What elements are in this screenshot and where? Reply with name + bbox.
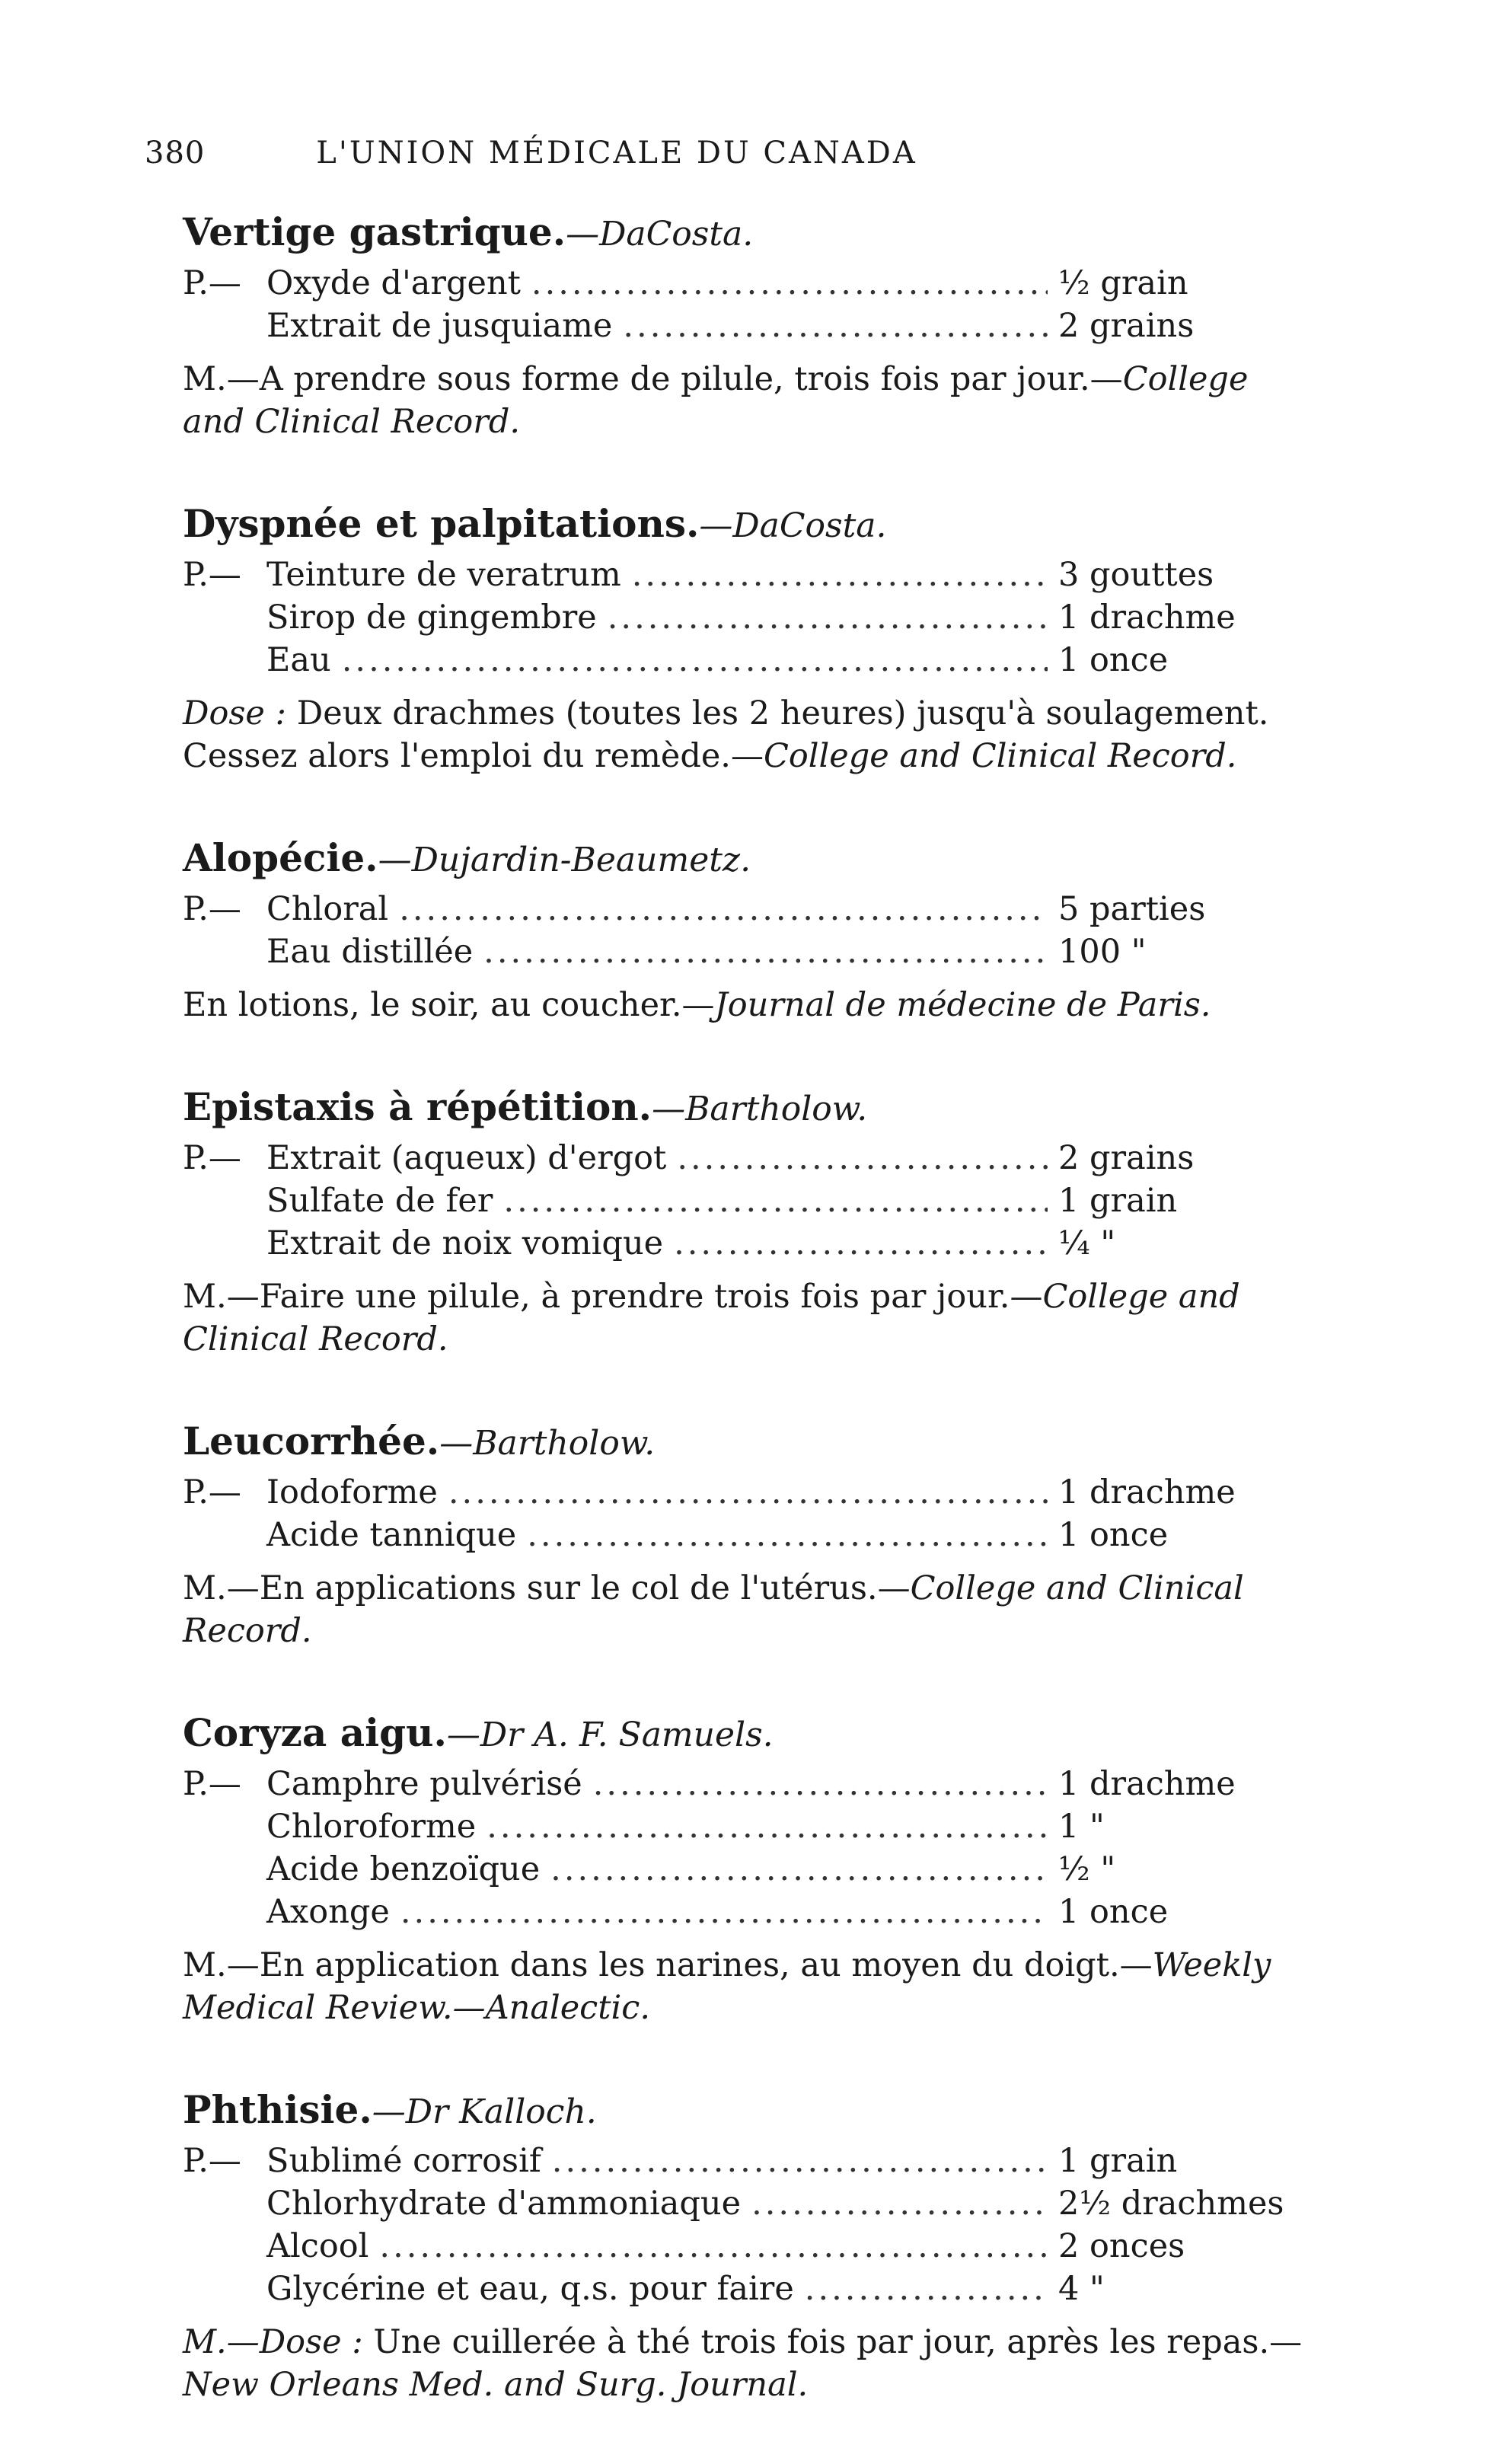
ingredient-amount: 1 drachme (1058, 598, 1236, 637)
ingredient-name: Sulfate de fer (266, 1182, 493, 1220)
ingredient-name: Eau (266, 641, 331, 679)
section-title-text: Epistaxis à répétition. (183, 1084, 652, 1129)
ingredient-label: P.— (183, 1473, 241, 1511)
section-title-text: Phthisie. (183, 2087, 372, 2132)
note-source: Journal de médecine de Paris. (714, 986, 1211, 1024)
ingredient-row (183, 1805, 1310, 1848)
ingredient-row (183, 262, 1310, 305)
prescription-section (183, 1419, 1310, 1652)
ingredient-amount: 4 " (1058, 2270, 1105, 2308)
note-source: New Orleans Med. and Surg. Journal. (183, 2366, 809, 2404)
note-source: College and Clinical Record. (183, 1278, 1240, 1358)
section-note (183, 984, 1310, 1026)
dot-leader (487, 1805, 1048, 1848)
ingredient-name: Acide tannique (266, 1516, 517, 1554)
ingredient-amount: 1 grain (1058, 1182, 1178, 1220)
section-note (183, 1567, 1310, 1652)
ingredient-row (183, 1514, 1310, 1556)
section-title (183, 1084, 1310, 1132)
dot-leader (448, 1471, 1048, 1514)
ingredient-amount: 2 grains (1058, 307, 1195, 345)
ingredient-row (183, 1222, 1310, 1265)
ingredient-amount: 1 drachme (1058, 1473, 1236, 1511)
ingredient-amount: 100 " (1058, 933, 1147, 971)
section-author: —Dujardin-Beaumetz. (378, 841, 751, 879)
section-note (183, 1275, 1310, 1361)
ingredient-amount: ½ " (1058, 1850, 1116, 1888)
prescription-section (183, 501, 1310, 777)
ingredient-row (183, 2140, 1310, 2182)
note-text: Une cuillerée à thé trois fois par jour, après les repas.— (362, 2323, 1303, 2361)
ingredient-name: Chlorhydrate d'ammoniaque (266, 2185, 742, 2223)
note-source: Weekly Medical Review.—Analectic. (183, 1946, 1271, 2027)
ingredient-name: Glycérine et eau, q.s. pour faire (266, 2270, 794, 2308)
ingredient-row (183, 2182, 1310, 2225)
note-text: M.—En application dans les narines, au moyen du doigt.— (183, 1946, 1153, 1984)
ingredient-name: Chloroforme (266, 1808, 477, 1846)
section-title (183, 2087, 1310, 2135)
section-author: —DaCosta. (699, 506, 887, 545)
ingredient-label: P.— (183, 264, 241, 302)
note-text: M.—Faire une pilule, à prendre trois fois par jour.— (183, 1278, 1043, 1316)
ingredient-row (183, 639, 1310, 681)
prescription-section (183, 1084, 1310, 1361)
ingredient-row (183, 1179, 1310, 1222)
ingredient-amount: 1 drachme (1058, 1765, 1236, 1803)
section-title-text: Leucorrhée. (183, 1419, 440, 1463)
note-source: College and Clinical Record. (763, 737, 1237, 775)
section-title (183, 1710, 1310, 1758)
note-text: En lotions, le soir, au coucher.— (183, 986, 715, 1024)
dot-leader (527, 1514, 1048, 1556)
ingredient-amount: 1 once (1058, 641, 1169, 679)
section-author: —Bartholow. (652, 1090, 868, 1128)
ingredient-row (183, 1137, 1310, 1179)
prescription-section (183, 835, 1310, 1026)
ingredient-row (183, 554, 1310, 596)
section-note (183, 358, 1310, 443)
section-note (183, 2321, 1310, 2406)
ingredient-name: Sublimé corrosif (266, 2142, 541, 2180)
ingredient-amount: 2 grains (1058, 1139, 1195, 1177)
section-author: —Dr Kalloch. (372, 2092, 597, 2131)
section-title (183, 209, 1310, 257)
ingredient-name: Alcool (266, 2227, 369, 2265)
ingredient-label: P.— (183, 556, 241, 594)
ingredient-row (183, 596, 1310, 639)
note-text: M.—En applications sur le col de l'utérus.— (183, 1569, 911, 1607)
prescription-section (183, 1710, 1310, 2029)
ingredient-amount: 1 grain (1058, 2142, 1178, 2180)
ingredient-label: P.— (183, 2142, 241, 2180)
ingredient-row (183, 1471, 1310, 1514)
ingredient-row (183, 1763, 1310, 1805)
dot-leader (531, 262, 1048, 305)
dot-leader (503, 1179, 1048, 1222)
ingredient-amount: 3 gouttes (1058, 556, 1214, 594)
section-title-text: Coryza aigu. (183, 1710, 447, 1755)
page-number: 380 (145, 136, 206, 171)
section-title (183, 835, 1310, 883)
ingredient-name: Extrait de noix vomique (266, 1224, 664, 1262)
ingredient-label: P.— (183, 890, 241, 928)
ingredient-amount: 2 onces (1058, 2227, 1185, 2265)
dot-leader (483, 930, 1048, 973)
ingredient-amount: 1 once (1058, 1893, 1169, 1931)
section-author: —Bartholow. (439, 1424, 656, 1463)
section-title (183, 501, 1310, 549)
ingredient-name: Iodoforme (266, 1473, 438, 1511)
ingredient-row (183, 2225, 1310, 2268)
note-source: College and Clinical Record. (183, 360, 1249, 441)
prescription-section (183, 209, 1310, 443)
ingredient-amount: ¼ " (1058, 1224, 1116, 1262)
ingredient-name: Sirop de gingembre (266, 598, 597, 637)
ingredient-label: P.— (183, 1765, 241, 1803)
section-title (183, 1419, 1310, 1467)
note-source: College and Clinical Record. (183, 1569, 1244, 1650)
section-note (183, 1944, 1310, 2029)
note-text: M.—A prendre sous forme de pilule, trois fois par jour.— (183, 360, 1123, 398)
ingredient-name: Axonge (266, 1893, 390, 1931)
dot-leader (379, 2225, 1048, 2268)
section-title-text: Alopécie. (183, 835, 378, 880)
section-author: —DaCosta. (566, 215, 754, 254)
ingredient-name: Chloral (266, 890, 389, 928)
ingredient-row (183, 305, 1310, 347)
ingredient-row (183, 1891, 1310, 1933)
ingredient-name: Teinture de veratrum (266, 556, 621, 594)
ingredient-row (183, 2268, 1310, 2310)
note-lead: M.—Dose : (183, 2323, 363, 2361)
dot-leader (552, 2140, 1048, 2182)
prescription-section (183, 2087, 1310, 2406)
ingredient-row (183, 1848, 1310, 1891)
ingredient-row (183, 930, 1310, 973)
ingredient-amount: ½ grain (1058, 264, 1188, 302)
ingredient-name: Camphre pulvérisé (266, 1765, 582, 1803)
dot-leader (342, 639, 1048, 681)
section-title-text: Vertige gastrique. (183, 209, 566, 254)
ingredient-amount: 2½ drachmes (1058, 2185, 1284, 2223)
dot-leader (400, 1891, 1048, 1933)
note-text: Deux drachmes (toutes les 2 heures) jusqu'à soulagement. Cessez alors l'emploi du remède.— (183, 694, 1269, 775)
dot-leader (399, 888, 1048, 930)
ingredient-name: Extrait de jusquiame (266, 307, 613, 345)
ingredient-name: Oxyde d'argent (266, 264, 521, 302)
page-content (183, 209, 1310, 2464)
ingredient-row (183, 888, 1310, 930)
ingredient-amount: 5 parties (1058, 890, 1206, 928)
running-title: L'UNION MÉDICALE DU CANADA (316, 136, 917, 171)
ingredient-name: Extrait (aqueux) d'ergot (266, 1139, 667, 1177)
dot-leader (593, 1763, 1048, 1805)
dot-leader (751, 2182, 1048, 2225)
dot-leader (677, 1137, 1048, 1179)
dot-leader (550, 1848, 1048, 1891)
section-author: —Dr A. F. Samuels. (446, 1716, 774, 1754)
dot-leader (608, 596, 1048, 639)
dot-leader (805, 2268, 1048, 2310)
ingredient-name: Eau distillée (266, 933, 474, 971)
note-lead: Dose : (183, 694, 287, 732)
dot-leader (674, 1222, 1048, 1265)
ingredient-amount: 1 " (1058, 1808, 1105, 1846)
section-title-text: Dyspnée et palpitations. (183, 501, 700, 546)
dot-leader (623, 305, 1048, 347)
ingredient-amount: 1 once (1058, 1516, 1169, 1554)
ingredient-name: Acide benzoïque (266, 1850, 541, 1888)
section-note (183, 692, 1310, 777)
ingredient-label: P.— (183, 1139, 241, 1177)
dot-leader (632, 554, 1048, 596)
